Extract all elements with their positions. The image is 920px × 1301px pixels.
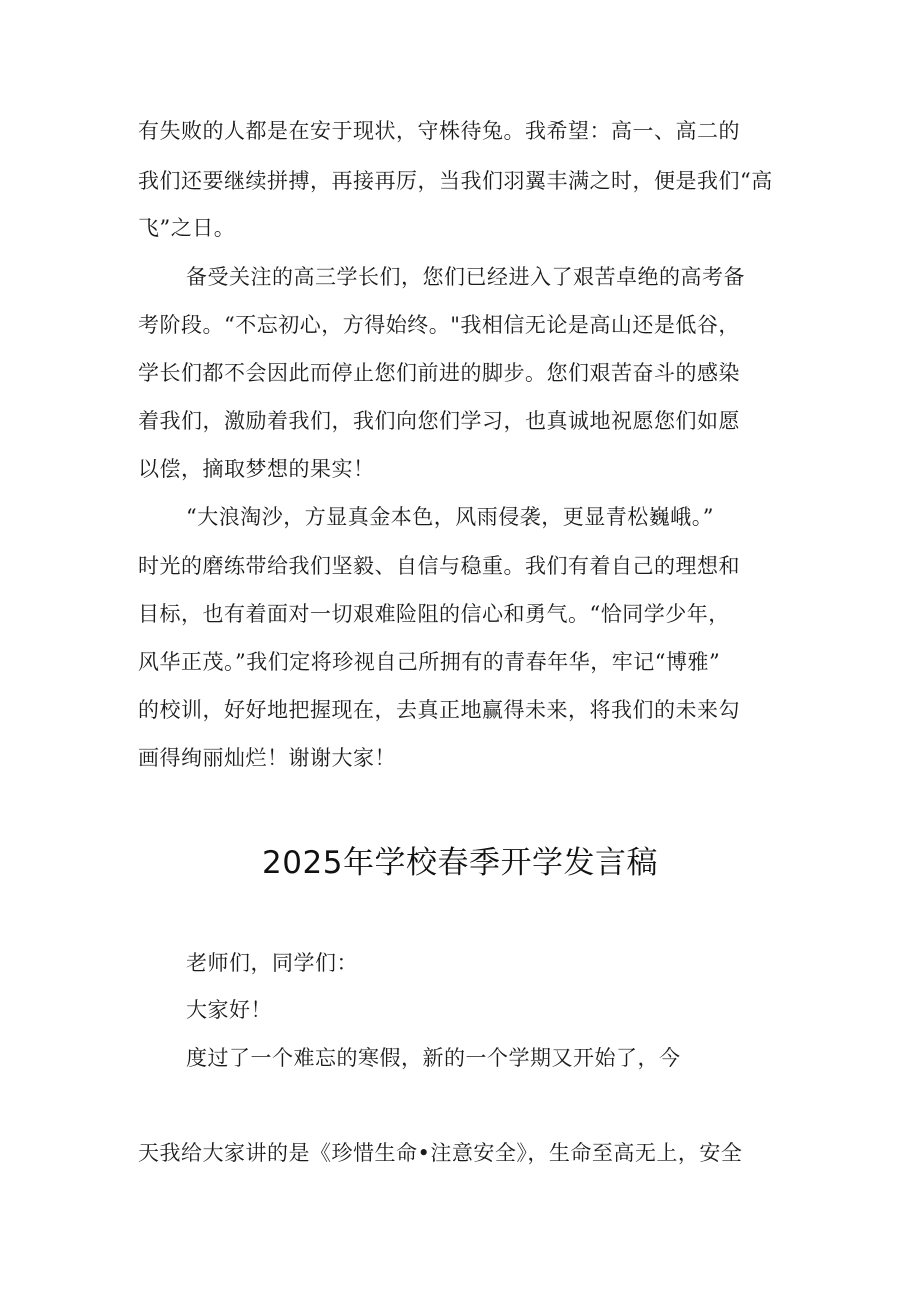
paragraph-line: 以偿，摘取梦想的果实！ [138, 457, 375, 481]
salutation-line: 老师们，同学们： [186, 951, 358, 975]
speech-title: 2025年学校春季开学发言稿 [262, 845, 658, 881]
paragraph-line: 着我们，激励着我们，我们向您们学习，也真诚地祝愿您们如愿 [138, 409, 740, 433]
paragraph-line: 度过了一个难忘的寒假，新的一个学期又开始了，今 [186, 1046, 681, 1070]
paragraph-line: 学长们都不会因此而停止您们前进的脚步。您们艰苦奋斗的感染 [138, 361, 740, 385]
paragraph-line: 天我给大家讲的是《珍惜生命•注意安全》，生命至高无上，安全 [138, 1141, 743, 1165]
paragraph-line: 有失败的人都是在安于现状，守株待兔。我希望：高一、高二的 [138, 119, 740, 143]
paragraph-line: 飞”之日。 [138, 216, 236, 240]
paragraph-line: 我们还要继续拼搏，再接再厉，当我们羽翼丰满之时，便是我们“高 [138, 169, 773, 193]
paragraph-line: 画得绚丽灿烂！谢谢大家！ [138, 746, 396, 770]
paragraph-line: 考阶段。“不忘初心，方得始终。"我相信无论是高山还是低谷， [138, 313, 740, 337]
paragraph-line: 的校训，好好地把握现在，去真正地赢得未来，将我们的未来勾 [138, 698, 740, 722]
paragraph-line: 目标，也有着面对一切艰难险阻的信心和勇气。“恰同学少年， [138, 602, 730, 626]
paragraph-line: “大浪淘沙，方显真金本色，风雨侵袭，更显青松巍峨。” [186, 505, 714, 529]
paragraph-line: 时光的磨练带给我们坚毅、自信与稳重。我们有着自己的理想和 [138, 554, 740, 578]
greeting-line: 大家好！ [186, 998, 272, 1022]
paragraph-line: 备受关注的高三学长们，您们已经进入了艰苦卓绝的高考备 [186, 265, 745, 289]
paragraph-line: 风华正茂。”我们定将珍视自己所拥有的青春年华，牢记“博雅” [138, 650, 721, 674]
